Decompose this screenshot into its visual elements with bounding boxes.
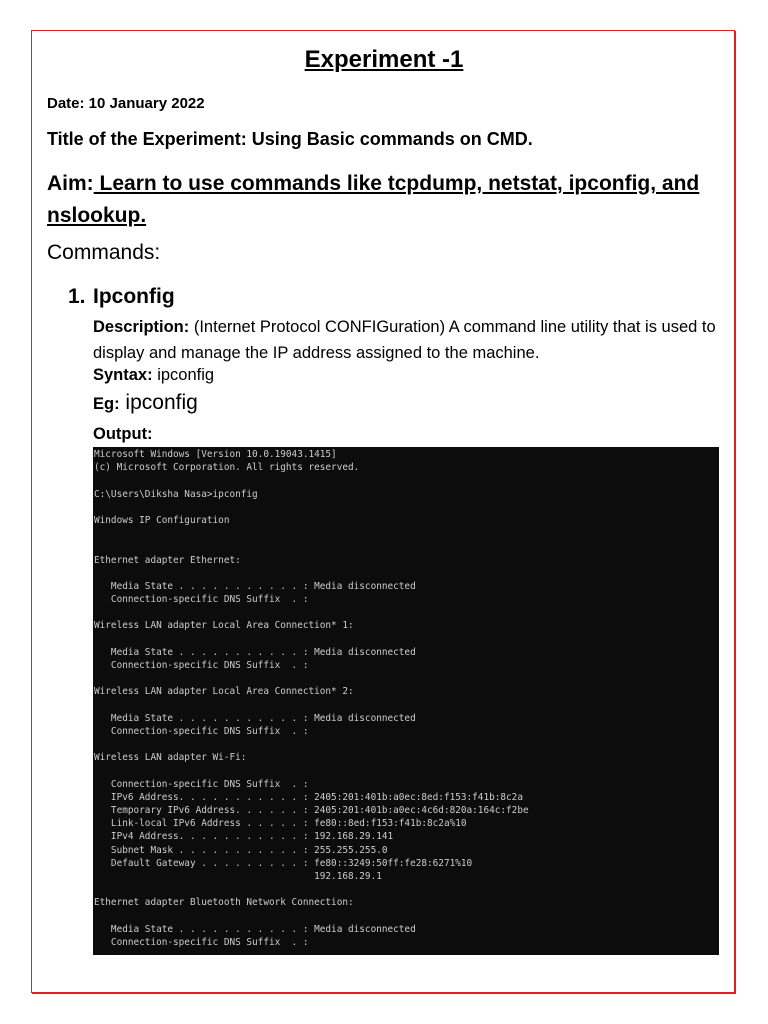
terminal-line: Ethernet adapter Bluetooth Network Connection: xyxy=(94,897,354,909)
terminal-line: C:\Users\Diksha Nasa>ipconfig xyxy=(94,488,258,500)
terminal-line xyxy=(94,910,719,923)
terminal-line: Media State . . . . . . . . . . . : Media disconnected xyxy=(94,712,416,724)
terminal-line xyxy=(94,633,719,646)
terminal-line xyxy=(94,527,719,540)
aim-text: Learn to use commands like tcpdump, netstat, ipconfig, and nslookup. xyxy=(47,172,700,227)
experiment-date: Date: 10 January 2022 xyxy=(47,95,205,112)
terminal-line: Connection-specific DNS Suffix . : xyxy=(94,725,309,737)
terminal-line: Connection-specific DNS Suffix . : xyxy=(94,778,309,790)
command-example xyxy=(93,391,198,415)
terminal-line: Default Gateway . . . . . . . . . : fe80::3249:50ff:fe28:6271%10 xyxy=(94,857,473,869)
terminal-line xyxy=(94,567,719,580)
commands-heading: Commands: xyxy=(47,241,161,264)
terminal-line: Wireless LAN adapter Local Area Connection* 1: xyxy=(94,620,354,632)
terminal-line: 192.168.29.1 xyxy=(94,871,382,882)
command-item-title: Ipconfig xyxy=(93,285,175,308)
terminal-line xyxy=(94,883,719,896)
terminal-line: IPv6 Address. . . . . . . . . . . : 2405:201:401b:a0ec:8ed:f153:f41b:8c2a xyxy=(94,791,523,803)
terminal-line xyxy=(94,672,719,685)
terminal-line: Microsoft Windows [Version 10.0.19043.1415] xyxy=(94,449,337,460)
terminal-line: Media State . . . . . . . . . . . : Media disconnected xyxy=(94,646,416,658)
terminal-line xyxy=(94,699,719,712)
terminal-line: Wireless LAN adapter Wi-Fi: xyxy=(94,752,247,764)
terminal-line xyxy=(94,540,719,553)
page-heading: Experiment -1 xyxy=(304,46,464,73)
description-text: (Internet Protocol CONFIGuration) A command line utility that is used to display and manage the IP address assigned to the machine. xyxy=(93,318,716,362)
terminal-line: Subnet Mask . . . . . . . . . . . : 255.255.255.0 xyxy=(94,844,388,856)
syntax-label: Syntax: xyxy=(93,366,153,384)
terminal-line: Media State . . . . . . . . . . . : Media disconnected xyxy=(94,923,416,935)
description-label: Description: xyxy=(93,318,190,336)
terminal-line: Ethernet adapter Ethernet: xyxy=(94,554,241,566)
terminal-line: Temporary IPv6 Address. . . . . . : 2405:201:401b:a0ec:4c6d:820a:164c:f2be xyxy=(94,805,529,817)
terminal-line: Connection-specific DNS Suffix . : xyxy=(94,594,309,606)
output-label: Output: xyxy=(93,425,153,443)
example-label: Eg: xyxy=(93,395,120,413)
terminal-line: Windows IP Configuration xyxy=(94,514,230,526)
aim-statement xyxy=(47,168,717,232)
terminal-line xyxy=(94,765,719,778)
terminal-line: Connection-specific DNS Suffix . : xyxy=(94,936,309,948)
example-text: ipconfig xyxy=(119,391,198,414)
terminal-line xyxy=(94,738,719,751)
command-item-number: 1. xyxy=(68,285,86,308)
syntax-text: ipconfig xyxy=(152,366,215,384)
terminal-line xyxy=(94,606,719,619)
terminal-line: Link-local IPv6 Address . . . . . : fe80::8ed:f153:f41b:8c2a%10 xyxy=(94,818,467,830)
terminal-output-screenshot xyxy=(93,447,719,955)
terminal-line: Media State . . . . . . . . . . . : Media disconnected xyxy=(94,580,416,592)
terminal-line: IPv4 Address. . . . . . . . . . . : 192.168.29.141 xyxy=(94,831,394,843)
command-syntax xyxy=(93,366,214,385)
terminal-line: Wireless LAN adapter Local Area Connection* 2: xyxy=(94,686,354,698)
terminal-line: Connection-specific DNS Suffix . : xyxy=(94,660,309,671)
terminal-line xyxy=(94,501,719,514)
experiment-title: Title of the Experiment: Using Basic commands on CMD. xyxy=(47,129,533,149)
aim-label: Aim: xyxy=(47,172,94,195)
terminal-line xyxy=(94,474,719,487)
terminal-line: (c) Microsoft Corporation. All rights reserved. xyxy=(94,462,360,474)
command-description xyxy=(93,314,733,366)
